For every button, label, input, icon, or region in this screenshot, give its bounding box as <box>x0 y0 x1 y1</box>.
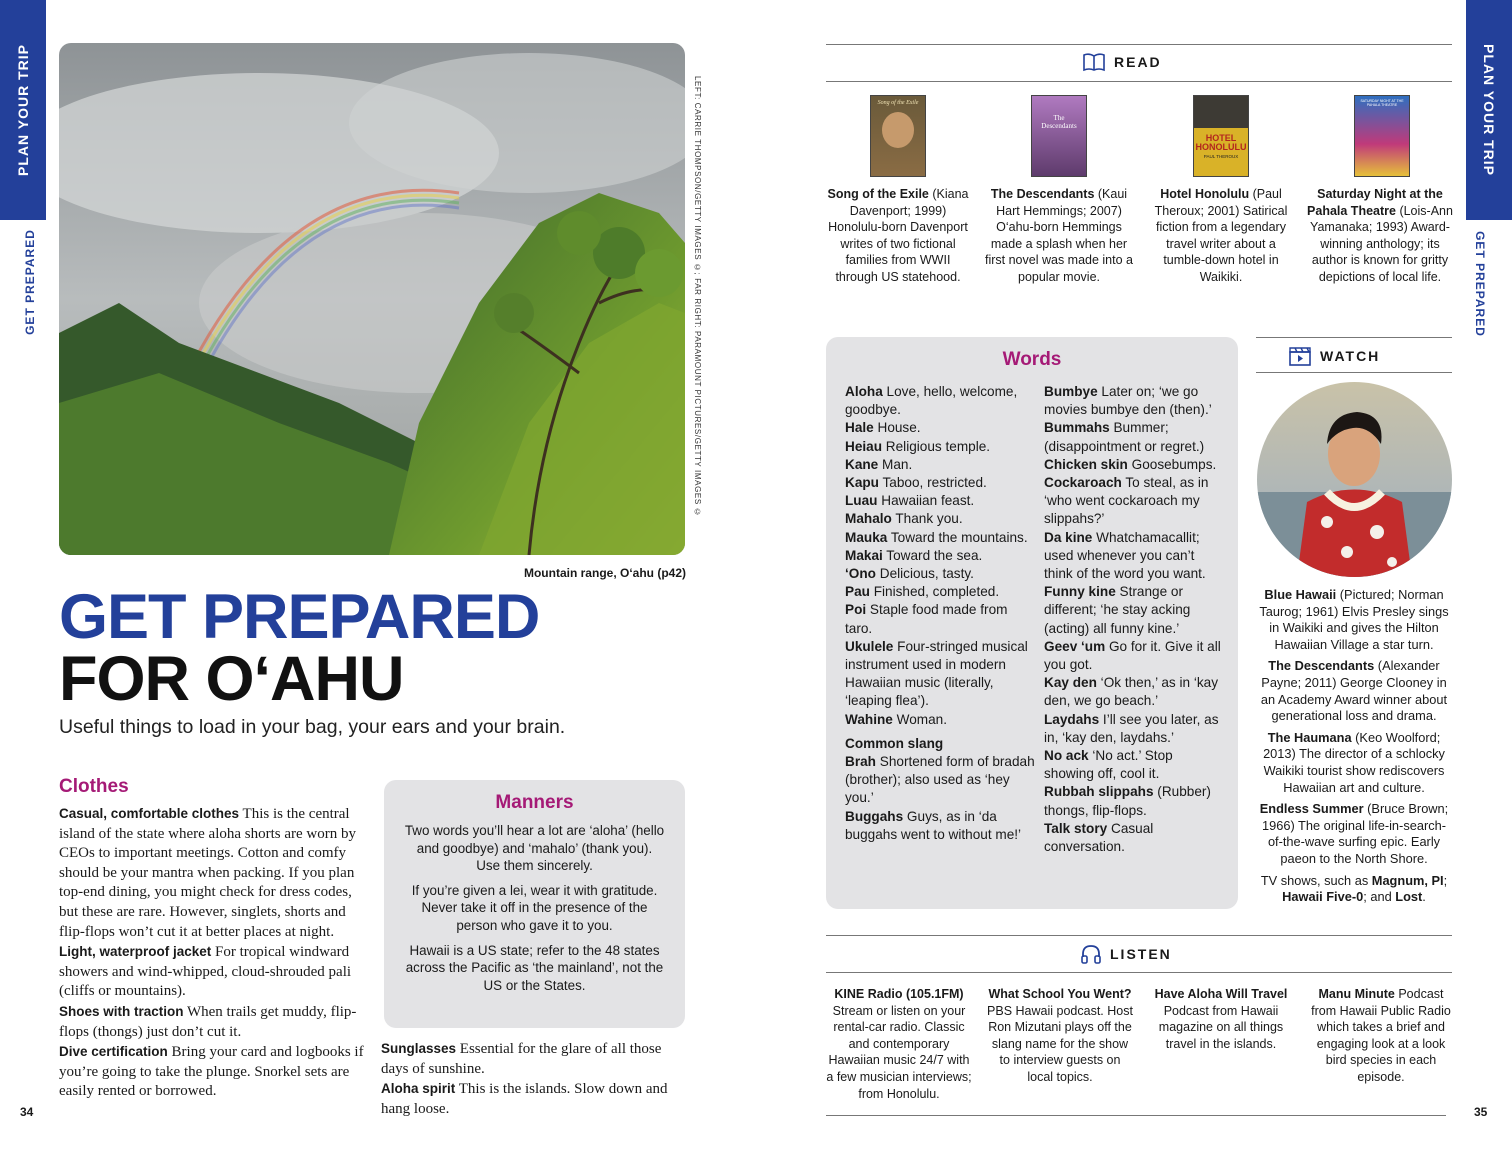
word-entry: Luau Hawaiian feast. <box>845 493 975 509</box>
word-entry: Geev ‘um Go for it. Give it all you got. <box>1044 638 1221 673</box>
manners-para: Two words you’ll hear a lot are ‘aloha’ (hello and goodbye) and ‘mahalo’ (thank you). Use them sincerely. <box>404 823 665 874</box>
word-entry: Ukulele Four-stringed musical instrument used in modern Hawaiian music (literally, ‘leaping flea’). <box>845 638 1028 709</box>
read-top-rule <box>826 44 1452 45</box>
book-entry: Saturday Night at the Pahala Theatre (Lois-Ann Yamanaka; 1993) Award-winning anthology; its author is known for gritty depictions of local life. <box>1307 187 1453 284</box>
word-entry: Aloha Love, hello, welcome, goodbye. <box>845 384 1018 418</box>
clothes-heading: Clothes <box>59 776 129 797</box>
book-entry: The Descendants (Kaui Hart Hemmings; 2007) O‘ahu-born Hemmings made a splash when her first novel was made into a popular movie. <box>985 187 1133 284</box>
slang-heading: Common slang <box>845 735 944 751</box>
book-entry: Hotel Honolulu (Paul Theroux; 2001) Satirical fiction from a legendary travel writer about a tumble-down hotel in Waikiki. <box>1154 187 1288 284</box>
read-bottom-rule <box>826 81 1452 82</box>
word-entry: Wahine Woman. <box>845 711 947 727</box>
word-entry: Rubbah slippahs (Rubber) thongs, flip-flops. <box>1044 784 1211 818</box>
intro-text: Useful things to load in your bag, your ears and your brain. <box>59 716 566 738</box>
watch-top-rule <box>1256 337 1452 338</box>
page-title-line2: FOR O‘AHU <box>59 644 404 714</box>
word-entry: Talk story Casual conversation. <box>1044 820 1154 855</box>
section-label-right: GET PREPARED <box>1473 231 1487 337</box>
book-cover-hotel-honolulu: HOTEL HONOLULU PAUL THEROUX <box>1193 95 1249 177</box>
book-cover-the-descendants: The Descendants <box>1031 95 1087 177</box>
word-entry: Mauka Toward the mountains. <box>845 529 1028 545</box>
listen-heading: LISTEN <box>1080 943 1172 965</box>
word-entry: Da kine Whatchamacallit; used whenever you can’t think of the word you want. <box>1044 529 1206 582</box>
word-entry: Poi Staple food made from taro. <box>845 602 1008 636</box>
mountain-rainbow-photo <box>59 43 685 555</box>
clapperboard-icon <box>1288 345 1312 367</box>
headphones-icon <box>1080 943 1102 965</box>
blue-hawaii-still <box>1257 382 1452 577</box>
listen-end-rule <box>826 1115 1446 1116</box>
page-number-left: 34 <box>20 1105 34 1119</box>
word-entry: Makai Toward the sea. <box>845 547 983 563</box>
clothes-item: Sunglasses Essential for the glare of all those days of sunshine. <box>381 1041 662 1077</box>
plan-your-trip-tab[interactable] <box>0 0 46 220</box>
book-cover-song-of-the-exile: Song of the Exile <box>870 95 926 177</box>
words-box <box>826 337 1238 909</box>
words-column-1 <box>845 383 1035 844</box>
clothes-item: Dive certification Bring your card and logbooks if you’re going to take the plunge. Snorkel sets are easily rented or borrowed. <box>59 1044 364 1100</box>
listen-entry: Manu Minute Podcast from Hawaii Public Radio which takes a brief and engaging look at a look bird species in each episode. <box>1311 987 1451 1084</box>
photo-caption: Mountain range, O‘ahu (p42) <box>523 566 686 580</box>
plan-your-trip-tab-right[interactable] <box>1466 0 1512 220</box>
manners-box <box>384 780 685 1028</box>
manners-para: Hawaii is a US state; refer to the 48 states across the Pacific as ‘the mainland’, not the US or the States. <box>405 942 664 993</box>
words-heading: Words <box>1002 349 1062 370</box>
listen-entry: KINE Radio (105.1FM) Stream or listen on your rental-car radio. Classic and contemporary Hawaiian music 24/7 with a few musician interviews; from Honolulu. <box>826 987 972 1101</box>
watch-bottom-rule <box>1256 372 1452 373</box>
listen-top-rule <box>826 935 1452 936</box>
listen-entry: Have Aloha Will Travel Podcast from Hawaii magazine on all things travel in the islands. <box>1154 987 1288 1051</box>
page-title-line1: GET PREPARED <box>59 582 540 652</box>
watch-entry: Blue Hawaii (Pictured; Norman Taurog; 1961) Elvis Presley sings in Waikiki and gives the Hilton Hawaiian Village a star turn. <box>1259 587 1449 652</box>
plan-your-trip-label-right: PLAN YOUR TRIP <box>1481 44 1497 176</box>
clothes-item: Aloha spirit This is the islands. Slow down and hang loose. <box>381 1081 668 1117</box>
watch-list <box>1256 587 1452 911</box>
word-entry: Bummahs Bummer; (disappointment or regret.) <box>1044 420 1205 454</box>
watch-entry: Endless Summer (Bruce Brown; 1966) The original life-in-search-of-the-wave surfing epic. Early paeon to the North Shore. <box>1259 801 1449 866</box>
words-column-2 <box>1044 383 1224 856</box>
word-entry: Cockaroach To steal, as in ‘who went cockaroach my slippahs?’ <box>1044 475 1209 527</box>
word-entry: Kay den ‘Ok then,’ as in ‘kay den, we go beach.’ <box>1044 675 1219 709</box>
word-entry: Hale House. <box>845 420 921 436</box>
word-entry: Chicken skin Goosebumps. <box>1044 456 1217 472</box>
tv-shows: TV shows, such as Magnum, PI; Hawaii Five-0; and Lost. <box>1260 872 1448 905</box>
listen-bottom-rule <box>826 972 1452 973</box>
word-entry: ‘Ono Delicious, tasty. <box>845 566 974 582</box>
book-entry: Song of the Exile (Kiana Davenport; 1999) Honolulu-born Davenport writes of two fictional families from WWII through US statehood. <box>827 187 969 284</box>
listen-entry: What School You Went? PBS Hawaii podcast. Host Ron Mizutani plays off the slang name for the show to interview guests on local topics. <box>987 987 1133 1084</box>
watch-entry: The Descendants (Alexander Payne; 2011) George Clooney in an Academy Award winner about generational loss and drama. <box>1260 658 1448 724</box>
word-entry: Funny kine Strange or different; ‘he stay acking (acting) all funny kine.’ <box>1044 584 1191 636</box>
word-entry: Kapu Taboo, restricted. <box>845 475 987 491</box>
word-entry: Bumbye Later on; ‘we go movies bumbye den (then).’ <box>1044 384 1212 418</box>
section-label-left: GET PREPARED <box>23 229 37 335</box>
manners-heading: Manners <box>495 792 574 813</box>
book-icon <box>1082 52 1106 72</box>
photo-credit: LEFT: CARRIE THOMPSON/GETTY IMAGES ©; FAR RIGHT: PARAMOUNT PICTURES/GETTY IMAGES © <box>693 76 702 518</box>
clothes-item: Light, waterproof jacket For tropical windward showers and wind-whipped, cloud-shrouded pali (cliffs or mountains). <box>59 944 352 1000</box>
page-number-right: 35 <box>1474 1105 1488 1119</box>
clothes-item: Shoes with traction When trails get muddy, flip-flops (thongs) just don’t cut it. <box>59 1003 357 1040</box>
clothes-item: Casual, comfortable clothes This is the central island of the state where aloha shorts are worn by CEOs to important meetings. Cotton and comfy should be your mantra when packing. If you plan top-end dining, you might check for dress codes, but these are rare. However, singlets, shorts and flip-flops won’t cut it at better places at night. <box>59 806 356 940</box>
word-entry: Kane Man. <box>845 456 913 472</box>
word-entry: Buggahs Guys, as in ‘da buggahs went to without me!’ <box>845 808 1022 842</box>
watch-entry: The Haumana (Keo Woolford; 2013) The director of a schlocky Waikiki tourist show rediscovers Hawaiian art and culture. <box>1263 729 1445 795</box>
plan-your-trip-label: PLAN YOUR TRIP <box>15 44 31 176</box>
word-entry: Laydahs I’ll see you later, as in, ‘kay den, laydahs.’ <box>1044 711 1219 745</box>
read-heading: READ <box>1082 52 1162 72</box>
clothes-extra-list <box>381 1039 685 1119</box>
clothes-list <box>59 804 365 1102</box>
word-entry: Pau Finished, completed. <box>845 584 1000 600</box>
manners-para: If you’re given a lei, wear it with gratitude. Never take it off in the presence of the person who gave it to you. <box>411 882 658 933</box>
word-entry: Heiau Religious temple. <box>845 438 991 454</box>
word-entry: Brah Shortened form of bradah (brother); also used as ‘hey you.’ <box>845 754 1035 806</box>
word-entry: Mahalo Thank you. <box>845 511 963 527</box>
word-entry: No ack ‘No act.’ Stop showing off, cool it. <box>1044 748 1173 782</box>
book-cover-saturday-night: SATURDAY NIGHT AT THE PAHALA THEATRE <box>1354 95 1410 177</box>
watch-heading: WATCH <box>1288 345 1380 367</box>
